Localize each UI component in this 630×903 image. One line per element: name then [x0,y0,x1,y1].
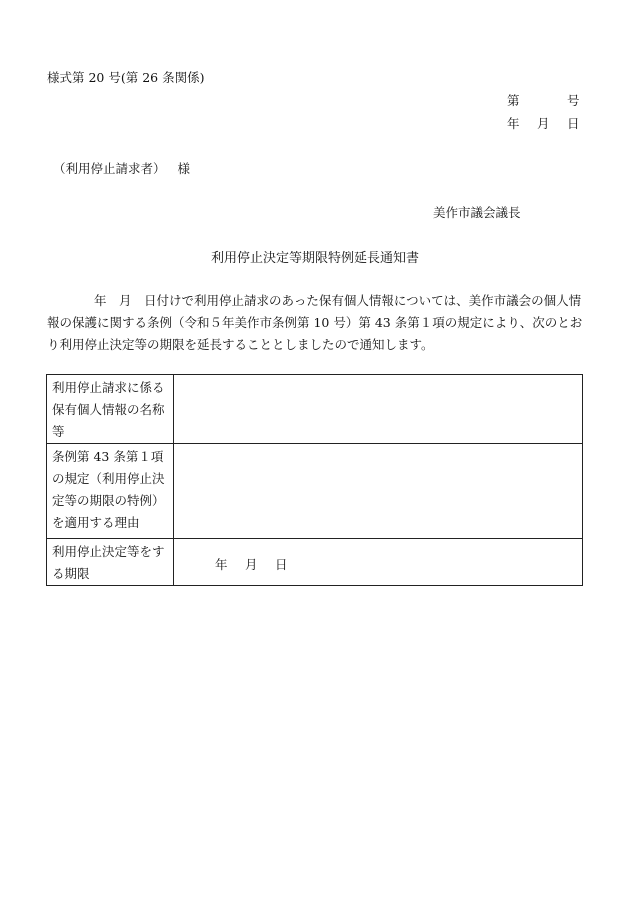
addressee [53,159,190,177]
table-value-information-name [174,375,583,444]
table-value-reason [174,444,583,539]
info-table [46,374,583,586]
form-number: 様式第 20 号(第 26 条関係) [47,70,205,85]
table-label-reason: 条例第 43 条第１項の規定（利用停止決定等の期限の特例）を適用する理由 [47,444,174,539]
issue-date-day: 日 [567,116,580,131]
document-number-suffix: 号 [567,93,580,108]
deadline-day: 日 [275,557,288,572]
table-label-information-name: 利用停止請求に係る保有個人情報の名称等 [47,375,174,444]
addressee-honorific: 様 [177,161,191,176]
table-row [47,375,583,444]
sender: 美作市議会議長 [433,205,521,220]
table-label-deadline: 利用停止決定等をする期限 [47,539,174,586]
table-row [47,539,583,586]
document-number-prefix: 第 [507,93,520,108]
deadline-month: 月 [245,557,258,572]
table-value-deadline [174,539,583,586]
issue-date-year: 年 [507,116,520,131]
body-text: 利用停止請求のあった保有個人情報については、美作市議会の個人情報の保護に関する条例（令和５年美作市条例第 10 号）第 43 条第１項の規定により、次のとおり利用停止決定等の期限を延長することとしましたので通知します。 [47,293,583,352]
document-title: 利用停止決定等期限特例延長通知書 [210,251,419,266]
deadline-year: 年 [215,557,228,572]
table-row [47,444,583,539]
body-date-prefix: 年 月 日付けで [94,293,195,308]
body-paragraph [47,290,583,356]
issue-date-month: 月 [537,116,550,131]
addressee-name: （利用停止請求者） [53,161,166,176]
